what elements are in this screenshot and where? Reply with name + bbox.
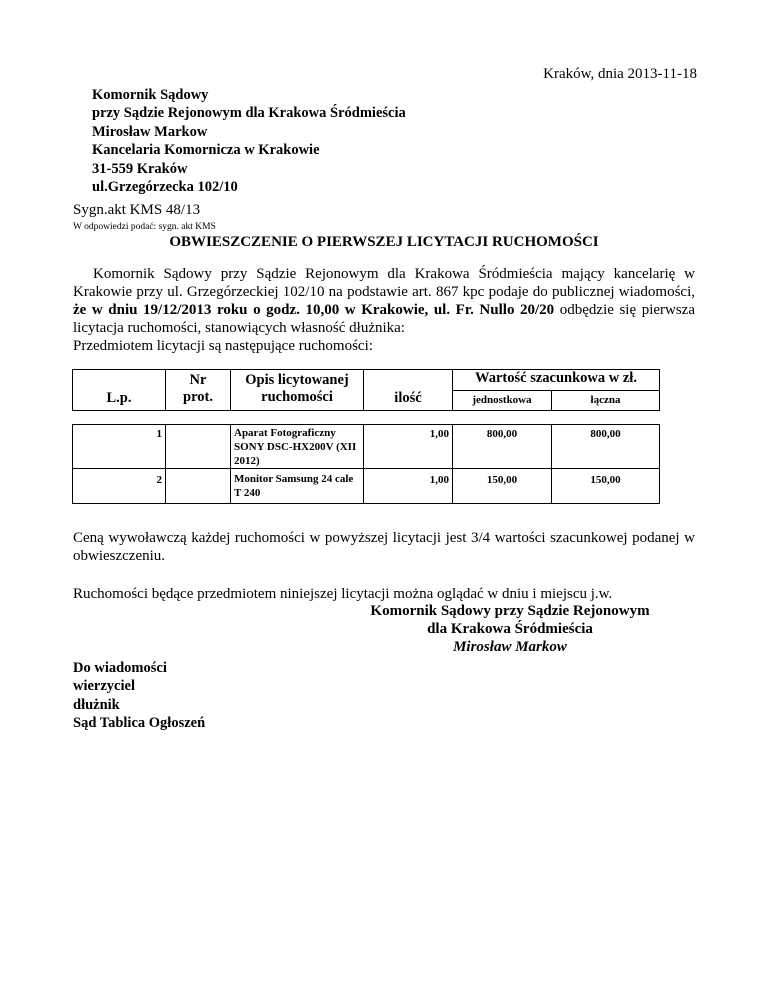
issuer-line: przy Sądzie Rejonowym dla Krakowa Śródmieścia — [92, 105, 406, 122]
document-date: Kraków, dnia 2013-11-18 — [543, 66, 697, 82]
body-paragraph — [73, 265, 695, 337]
col-header-laczna: łączna — [590, 394, 621, 406]
issuer-line: Mirosław Markow — [92, 123, 208, 140]
body-paragraph: Przedmiotem licytacji są następujące ruchomości: — [73, 338, 373, 354]
col-header-opis: Opis licytowanej ruchomości — [245, 372, 349, 405]
recipient-item: dłużnik — [73, 696, 120, 713]
col-header-nr: Nr prot. — [183, 372, 213, 405]
document-title: OBWIESZCZENIE O PIERWSZEJ LICYTACJI RUCHOMOŚCI — [169, 234, 599, 250]
cell-laczna: 800,00 — [590, 428, 621, 440]
body-text: Komornik Sądowy przy Sądzie Rejonowym dla Krakowa Śródmieścia mający kancelarię w Krakowie przy ul. Grzegórzeckiej 102/10 na podstawie art. 867 kpc podaje do publicznej wiadomości, — [73, 266, 695, 300]
signature-line-2: dla Krakowa Śródmieścia — [427, 621, 593, 637]
signature-name: Mirosław Markow — [453, 639, 567, 655]
col-header-ilosc: ilość — [394, 390, 422, 406]
recipient-item: Sąd Tablica Ogłoszeń — [73, 715, 206, 732]
col-header-jednostkowa: jednostkowa — [472, 394, 532, 406]
recipient-item: Do wiadomości — [73, 660, 167, 676]
cell-lp: 2 — [156, 474, 162, 486]
cell-jednostkowa: 150,00 — [486, 474, 518, 486]
issuer-line: Komornik Sądowy — [92, 87, 209, 103]
cell-ilosc: 1,00 — [429, 474, 449, 486]
cell-laczna: 150,00 — [590, 474, 621, 486]
cell-ilosc: 1,00 — [429, 428, 449, 440]
recipients-list — [73, 659, 205, 733]
body-text: odbędzie się pierwsza licytacja ruchomości, stanowiących własność dłużnika: — [73, 302, 696, 336]
cell-opis: Monitor Samsung 24 cale T 240 — [234, 473, 354, 499]
issuer-line: 31-559 Kraków — [92, 160, 188, 177]
cell-jednostkowa: 800,00 — [486, 428, 518, 440]
cell-opis: Aparat Fotograficzny SONY DSC-HX200V (XII 2012) — [234, 427, 357, 467]
reply-reference: W odpowiedzi podać: sygn. akt KMS — [73, 222, 216, 232]
starting-price-note: Ceną wywoławczą każdej ruchomości w powyższej licytacji jest 3/4 wartości szacunkowej podanej w obwieszczeniu. — [73, 530, 695, 564]
auction-details: że w dniu 19/12/2013 roku o godz. 10,00 w Krakowie, ul. Fr. Nullo 20/20 — [73, 302, 555, 318]
issuer-line: ul.Grzegórzecka 102/10 — [92, 179, 238, 196]
issuer-header — [92, 86, 406, 196]
signature-line-1: Komornik Sądowy przy Sądzie Rejonowym — [370, 603, 650, 619]
cell-lp: 1 — [156, 428, 162, 440]
viewing-note: Ruchomości będące przedmiotem niniejszej licytacji można oglądać w dniu i miejscu j.w. — [73, 586, 613, 602]
col-header-wartosc: Wartość szacunkowa w zł. — [475, 370, 637, 386]
issuer-line: Kancelaria Komornicza w Krakowie — [92, 142, 320, 159]
recipient-item: wierzyciel — [73, 678, 135, 695]
col-header-lp: L.p. — [106, 390, 132, 406]
document-body — [73, 265, 695, 355]
case-signature: Sygn.akt KMS 48/13 — [73, 202, 201, 218]
